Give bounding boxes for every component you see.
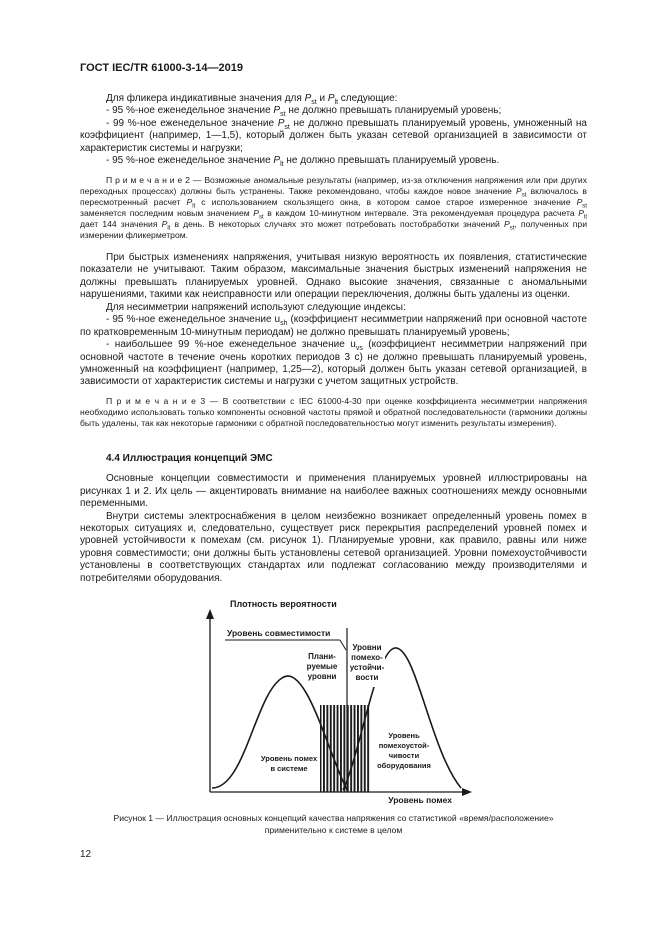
equip-dist-label-3: чивости (388, 751, 420, 760)
flicker-item-1: - 95 %-ное еженедельное значение $P_{st}$ не должно превышать планируемый уровень; (106, 105, 502, 119)
unbalance-intro: Для несимметрии напряжений используют следующие индексы: (106, 302, 406, 313)
planned-label-1: Плани- (308, 652, 336, 661)
page-number: 12 (80, 849, 92, 860)
immunity-label-4: вости (355, 673, 379, 682)
note-3: П р и м е ч а н и е 3 — В соответствии с IEC 61000-4-30 при оценке коэффициента несимметрии напряжения необходимо использовать только компоненты основной частоты прямой и обратной последовательности (гармоники должны быть удалены, так как некоторые гармоники с обратной последовательностью могут изменить результаты измерения). (80, 396, 588, 428)
flicker-item-2: - 99 %-ное еженедельное значение $P_{st}$ не должно превышать планируемый уровень, умноженный на коэффициент (например, 1—1,5), который должен быть указан сетевой организацией в зависимости от характеристик системы и нагрузки; (80, 117, 587, 154)
planned-label-2: руемые (306, 662, 338, 671)
unbalance-item-2: - наибольшее 99 %-ное еженедельное значение $u_{vs}$ (коэффициент несимметрии напряжений при основной частоте в течение очень коротких периодов 3 с) не должно превышать планируемый уровень, умноженный на коэффициент (например, 1,25—2), который должен быть указан сетевой организацией, в зависимости от характеристик системы и нагрузки с учетом защитных устройств. (80, 339, 587, 388)
compat-pointer (340, 640, 346, 650)
section-title: 4.4 Иллюстрация концепций ЭМС (106, 453, 273, 464)
flicker-intro: Для фликера индикативные значения для $P_{st}$ и $P_{lt}$ следующие: (106, 93, 398, 106)
equip-dist-label-2: помехоустой- (378, 741, 430, 750)
equip-dist-label-1: Уровень (388, 731, 420, 740)
rapid-changes-paragraph: При быстрых изменениях напряжения, учитывая низкую вероятность их появления, статистические показатели не учитывают. Таким образом, максимальные значения быстрых изменений напряжения не должны превышать планируемых уровней. Однако высокие значения, связанные с аномальными нарушениями, такими как неисправности или операции переключения, должны быть удалены из оценки. (80, 252, 587, 301)
x-axis-arrow-icon (462, 788, 472, 796)
x-axis-label: Уровень помех (388, 795, 452, 805)
flicker-item-3: - 95 %-ное еженедельное значение $P_{lt}$ не должно превышать планируемый уровень. (106, 155, 500, 169)
planned-label-3: уровни (307, 672, 337, 681)
caption-line-1: Рисунок 1 — Иллюстрация основных концепций качества напряжения со статистикой «время/расположение» (113, 813, 554, 823)
equip-dist-label-4: оборудования (377, 761, 431, 770)
system-dist-label-2: в системе (270, 764, 308, 773)
y-axis-label: Плотность вероятности (230, 599, 337, 609)
planned-levels-band (320, 705, 370, 792)
caption-line-2: применительно к системе в целом (264, 825, 403, 835)
figure-caption (80, 812, 587, 836)
unbalance-item-1: - 95 %-ное еженедельное значение $u_{sh}$ (коэффициент несимметрии напряжений при основной частоте по кратковременным 10-минутным периодам) не должно превышать планируемый уровень; (80, 314, 587, 338)
section-paragraph-1: Основные концепции совместимости и применения планируемых уровней иллюстрированы на рисунках 1 и 2. Их цель — акцентировать внимание на наиболее важных соотношениях между основными переменными. (80, 473, 587, 510)
note-2: П р и м е ч а н и е 2 — Возможные аномальные результаты (например, из-за отключения напряжения или при других переходных процессах) должны быть устранены. Также рекомендовано, чтобы каждое новое значение $P_{st}$ включалось в пересмотренный расчет $P_{lt}$ с использованием скользящего окна, в котором самое старое измеренное значение $P_{st}$ заменяется последним новым значением $P_{st}$ в каждом 10-минутном интервале. Эта рекомендуемая процедура расчета $P_{lt}$ дает 144 значения $P_{lt}$ в день. В некоторых случаях это может потребовать постобработки значений $P_{st}$, полученных при измерении фликерметром. (80, 175, 587, 240)
document-header: ГОСТ IEC/TR 61000-3-14—2019 (80, 62, 243, 74)
section-paragraph-2: Внутри системы электроснабжения в целом неизбежно возникает определенный уровень помех в некоторых ситуациях и, следовательно, существует риск перекрытия распределений уровней помех и уровней устойчивости к помехам (см. рисунок 1). Планируемые уровни, как правило, равны или ниже уровня совместимости; они должны быть установлены сетевой организацией. Уровни помехоустойчивости установлены в соответствующих стандартах или подлежат согласованию между производителями и потребителями оборудования. (80, 510, 587, 584)
immunity-label-2: помехо- (351, 653, 383, 662)
y-axis-arrow-icon (206, 609, 214, 619)
system-dist-label-1: Уровень помех (260, 754, 318, 763)
immunity-label-1: Уровни (352, 643, 382, 652)
compat-label: Уровень совместимости (227, 628, 331, 638)
immunity-label-3: устойчи- (349, 663, 385, 672)
